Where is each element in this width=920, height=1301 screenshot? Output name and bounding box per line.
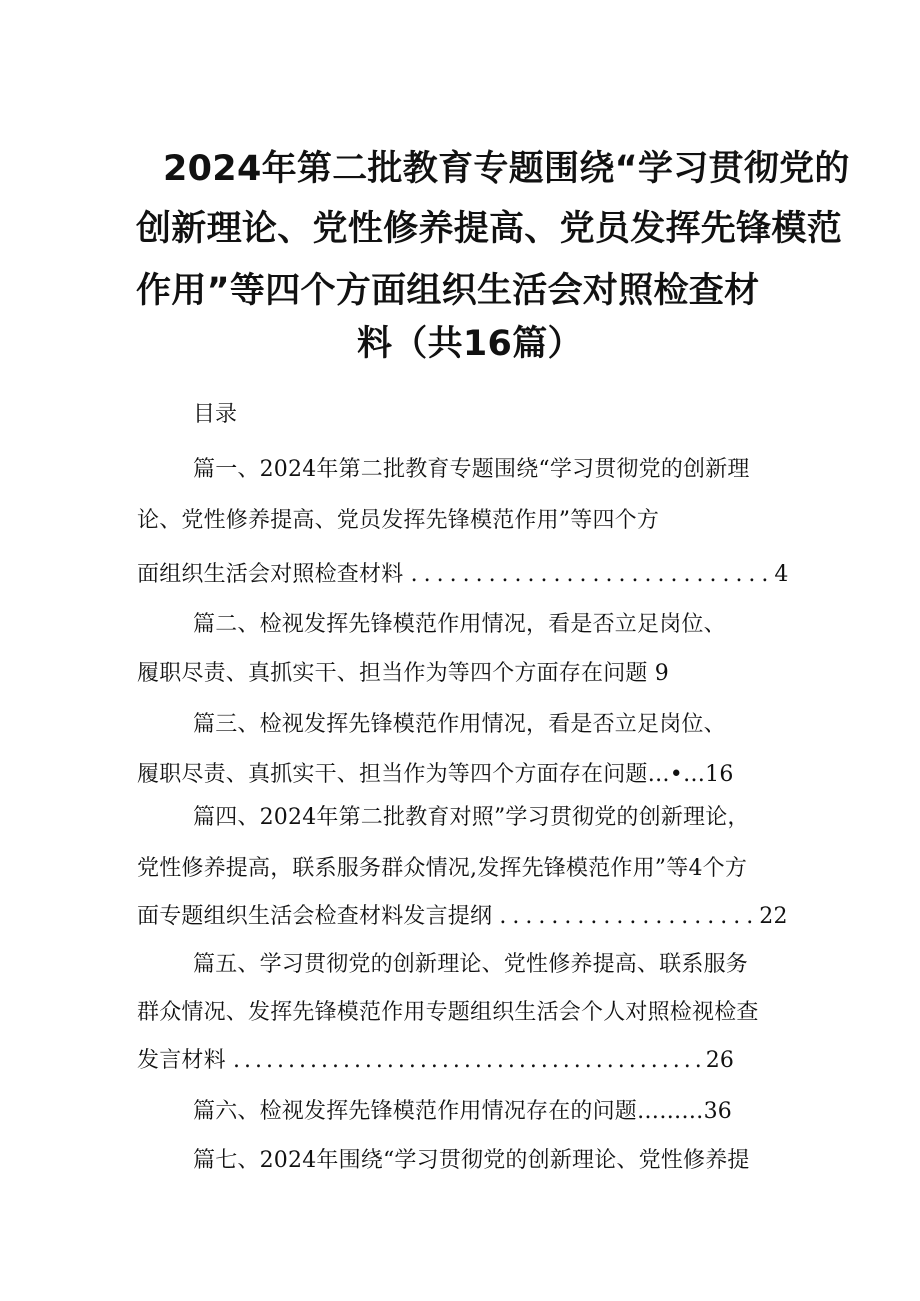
toc-entry-5-line-3[interactable]: [137, 1043, 734, 1074]
toc-entry-2-line-2[interactable]: 履职尽责、真抓实干、担当作为等四个方面存在问题 9: [137, 661, 669, 686]
toc-leader-dots: ...........................................: [233, 1048, 706, 1073]
toc-entry-3-line-1[interactable]: 篇三、检视发挥先锋模范作用情况，看是否立足岗位、: [193, 712, 726, 737]
toc-leader-dots: ............................: [410, 562, 775, 587]
toc-entry-1-line-3[interactable]: [137, 557, 789, 588]
toc-entry-4-line-3[interactable]: [137, 899, 788, 930]
toc-page-number: 4: [774, 562, 789, 587]
toc-entry-4-line-1[interactable]: 篇四、2024年第二批教育对照”学习贯彻党的创新理论，: [193, 805, 750, 830]
toc-entry-4-text: 面专题组织生活会检查材料发言提纲: [137, 904, 493, 929]
toc-entry-5-line-2[interactable]: 群众情况、发挥先锋模范作用专题组织生活会个人对照检视检查: [137, 1000, 759, 1025]
toc-entry-4-line-2[interactable]: 党性修养提高，联系服务群众情况,发挥先锋模范作用”等4个方: [137, 856, 748, 881]
toc-page-number: 22: [759, 904, 788, 929]
toc-entry-3-line-2[interactable]: 履职尽责、真抓实干、担当作为等四个方面存在问题…•…16: [137, 762, 734, 787]
toc-entry-1-line-1[interactable]: 篇一、2024年第二批教育专题围绕“学习贯彻党的创新理: [193, 457, 750, 482]
toc-entry-6-line-1[interactable]: 篇六、检视发挥先锋模范作用情况存在的问题………36: [193, 1099, 732, 1124]
toc-entry-2-line-1[interactable]: 篇二、检视发挥先锋模范作用情况，看是否立足岗位、: [193, 612, 726, 637]
toc-entry-5-text: 发言材料: [137, 1048, 226, 1073]
toc-page-number: 26: [705, 1048, 735, 1073]
toc-leader-dots: ....................: [499, 904, 760, 929]
document-title-line-2: 创新理论、党性修养提高、党员发挥先锋模范: [136, 209, 843, 249]
document-title-line-4: 料（共16篇）: [357, 324, 583, 364]
document-title-line-3: 作用”等四个方面组织生活会对照检查材: [136, 271, 760, 311]
toc-heading: 目录: [193, 402, 238, 427]
document-title-line-1: 2024年第二批教育专题围绕“学习贯彻党的: [163, 149, 850, 189]
toc-entry-5-line-1[interactable]: 篇五、学习贯彻党的创新理论、党性修养提高、联系服务: [193, 952, 749, 977]
toc-entry-1-line-2[interactable]: 论、党性修养提高、党员发挥先锋模范作用”等四个方: [137, 508, 660, 533]
toc-entry-1-text: 面组织生活会对照检查材料: [137, 562, 404, 587]
toc-entry-7-line-1[interactable]: 篇七、2024年围绕“学习贯彻党的创新理论、党性修养提: [193, 1148, 750, 1173]
